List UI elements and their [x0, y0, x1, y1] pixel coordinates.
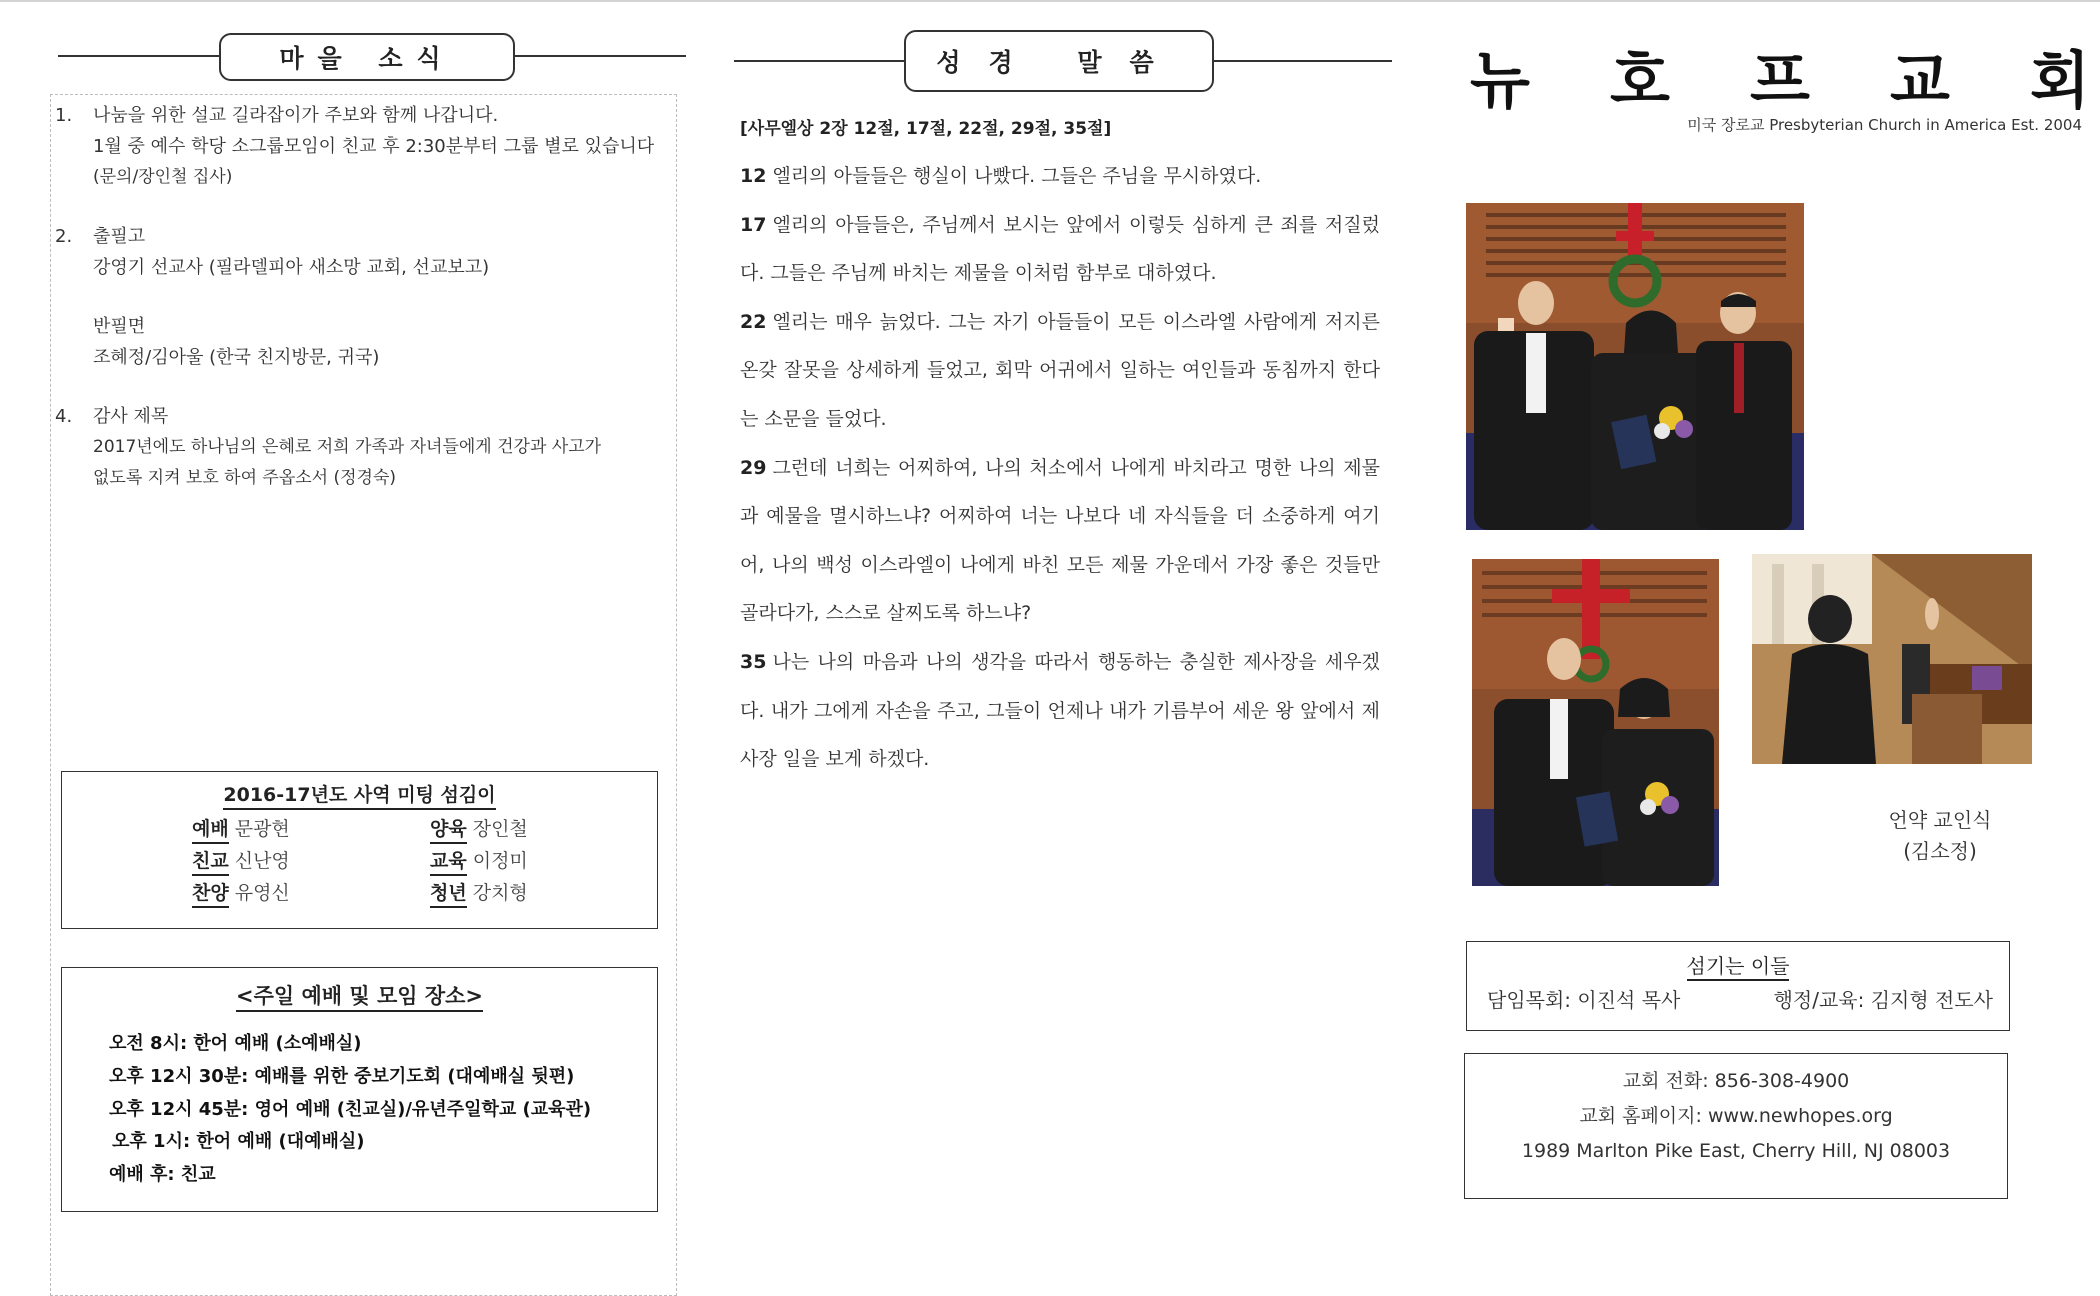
header-rule-left [58, 55, 220, 57]
staff-evangelist: 행정/교육: 김지형 전도사 [1773, 988, 1993, 1012]
photo-group-three [1466, 203, 1804, 530]
news-item [55, 401, 670, 494]
verse-text: 나는 나의 마음과 나의 생각을 따라서 행동하는 충실한 제사장을 세우겠다. 내가 그에게 자손을 주고, 그들이 언제나 내가 기름부어 세운 왕 앞에서 제사장 일을 보게 하겠다. [740, 650, 1380, 771]
news-item-line: 나눔을 위한 설교 길라잡이가 주보와 함께 나갑니다. [93, 105, 499, 126]
church-name-char: 프 [1750, 43, 1810, 117]
ministry-entry: 양육 장인철 [430, 814, 528, 844]
contact-homepage: 교회 홈페이지: www.newhopes.org [1579, 1105, 1893, 1127]
news-item-body [93, 401, 601, 494]
bible-verse [740, 298, 1380, 444]
news-item-line: 강영기 선교사 (필라델피아 새소망 교회, 선교보고) [93, 257, 490, 278]
worship-line: 오후 1시: 한어 예배 (대예배실) [112, 1131, 365, 1152]
photo-caption-line: (김소정) [1903, 839, 1977, 863]
contact-box [1464, 1053, 2008, 1199]
contact-address: 1989 Marlton Pike East, Cherry Hill, NJ 08003 [1521, 1140, 1951, 1162]
bible-verses [740, 152, 1380, 784]
ministry-entry: 교육 이정미 [430, 846, 528, 876]
worship-line: 예배 후: 친교 [109, 1164, 216, 1185]
verse-number: 12 [740, 165, 767, 187]
verse-text: 엘리의 아들들은 행실이 나빴다. 그들은 주님을 무시하였다. [772, 165, 1262, 187]
verse-text: 엘리의 아들들은, 주님께서 보시는 앞에서 이렇듯 심하게 큰 죄를 저질렀다. 그들은 주님께 바치는 제물을 이처럼 함부로 대하였다. [740, 213, 1380, 285]
bible-verse [740, 152, 1380, 201]
news-item-body [93, 221, 489, 373]
church-name-char: 호 [1610, 43, 1670, 117]
photo-group-two [1472, 559, 1719, 886]
ministry-entry: 친교 신난영 [192, 846, 290, 876]
bible-reference: [사무엘상 2장 12절, 17절, 22절, 29절, 35절] [740, 119, 1112, 139]
news-item-line: 출필고 [93, 226, 146, 247]
worship-line: 오전 8시: 한어 예배 (소예배실) [109, 1033, 362, 1054]
news-item-number: 2. [55, 226, 73, 247]
news-item-line: (문의/장인철 집사) [93, 167, 233, 187]
staff-title: 섬기는 이들 [1467, 950, 2009, 979]
verse-number: 17 [740, 213, 767, 236]
news-item-line: 조혜정/김아울 (한국 친지방문, 귀국) [93, 347, 380, 368]
village-news-header: 마을 소식 [219, 33, 515, 81]
worship-title: <주일 예배 및 모임 장소> [62, 980, 657, 1010]
church-name-char: 회 [2030, 43, 2090, 117]
verse-text: 그런데 너희는 어찌하여, 나의 처소에서 나에게 바치라고 명한 나의 제물과 예물을 멸시하느냐? 어찌하여 너는 나보다 네 자식들을 더 소중하게 여기어, 나의 백성 이스라엘이 나에게 바친 모든 제물 가운데서 가장 좋은 것들만 골라다가, 스스로 살찌도록 하느냐? [740, 456, 1380, 625]
news-item-number: 1. [55, 105, 73, 126]
worship-line: 오후 12시 45분: 영어 예배 (친교실)/유년주일학교 (교육관) [109, 1099, 592, 1120]
ministry-entry: 예배 문광현 [192, 814, 290, 844]
church-name [1470, 30, 2090, 120]
worship-line: 오후 12시 30분: 예배를 위한 중보기도회 (대예배실 뒷편) [109, 1066, 575, 1087]
ministry-box [61, 771, 658, 929]
church-subtitle: 미국 장로교 Presbyterian Church in America Est. 2004 [1687, 116, 2082, 134]
church-name-char: 뉴 [1470, 43, 1530, 117]
staff-box [1466, 941, 2010, 1031]
header-rule-left [734, 60, 924, 62]
photo-caption [1840, 805, 2040, 867]
staff-pastor: 담임목회: 이진석 목사 [1487, 988, 1681, 1012]
ministry-entry: 청년 강치형 [430, 878, 528, 908]
bible-verse [740, 444, 1380, 638]
ministry-entry: 찬양 유영신 [192, 878, 290, 908]
photo-caption-line: 언약 교인식 [1888, 808, 1992, 832]
ministry-title: 2016-17년도 사역 미팅 섬김이 [62, 780, 657, 807]
news-item-body [93, 100, 654, 193]
left-column [0, 0, 700, 1275]
church-name-char: 교 [1890, 43, 1950, 117]
news-item-line: 1월 중 예수 학당 소그룹모임이 친교 후 2:30분부터 그룹 별로 있습니다 [93, 136, 655, 157]
verse-number: 22 [740, 310, 767, 333]
verse-number: 29 [740, 456, 767, 479]
bible-header: 성경 말씀 [904, 30, 1214, 92]
right-column [1440, 0, 2100, 1275]
news-item [55, 221, 670, 373]
news-item-line: 감사 제목 [93, 406, 169, 427]
bible-verse [740, 201, 1380, 298]
news-item-line: 2017년에도 하나님의 은혜로 저희 가족과 자녀들에게 건강과 사고가 [93, 437, 602, 457]
worship-schedule-box [61, 967, 658, 1212]
village-news-list [55, 100, 670, 522]
contact-phone: 교회 전화: 856-308-4900 [1622, 1070, 1850, 1092]
news-item-number: 4. [55, 406, 73, 427]
bible-verse [740, 638, 1380, 784]
photo-ceremony [1752, 554, 2032, 764]
verse-text: 엘리는 매우 늙었다. 그는 자기 아들들이 모든 이스라엘 사람에게 저지른 온갖 잘못을 상세하게 들었고, 회막 어귀에서 일하는 여인들과 동침까지 한다는 소문을 들었다. [740, 310, 1380, 430]
header-rule-right [512, 55, 686, 57]
header-rule-right [1212, 60, 1392, 62]
news-item [55, 100, 670, 193]
news-item-line: 없도록 지켜 보호 하여 주옵소서 (정경숙) [93, 468, 397, 488]
verse-number: 35 [740, 650, 767, 673]
middle-column [720, 0, 1400, 1275]
news-item-line: 반필면 [93, 316, 146, 337]
